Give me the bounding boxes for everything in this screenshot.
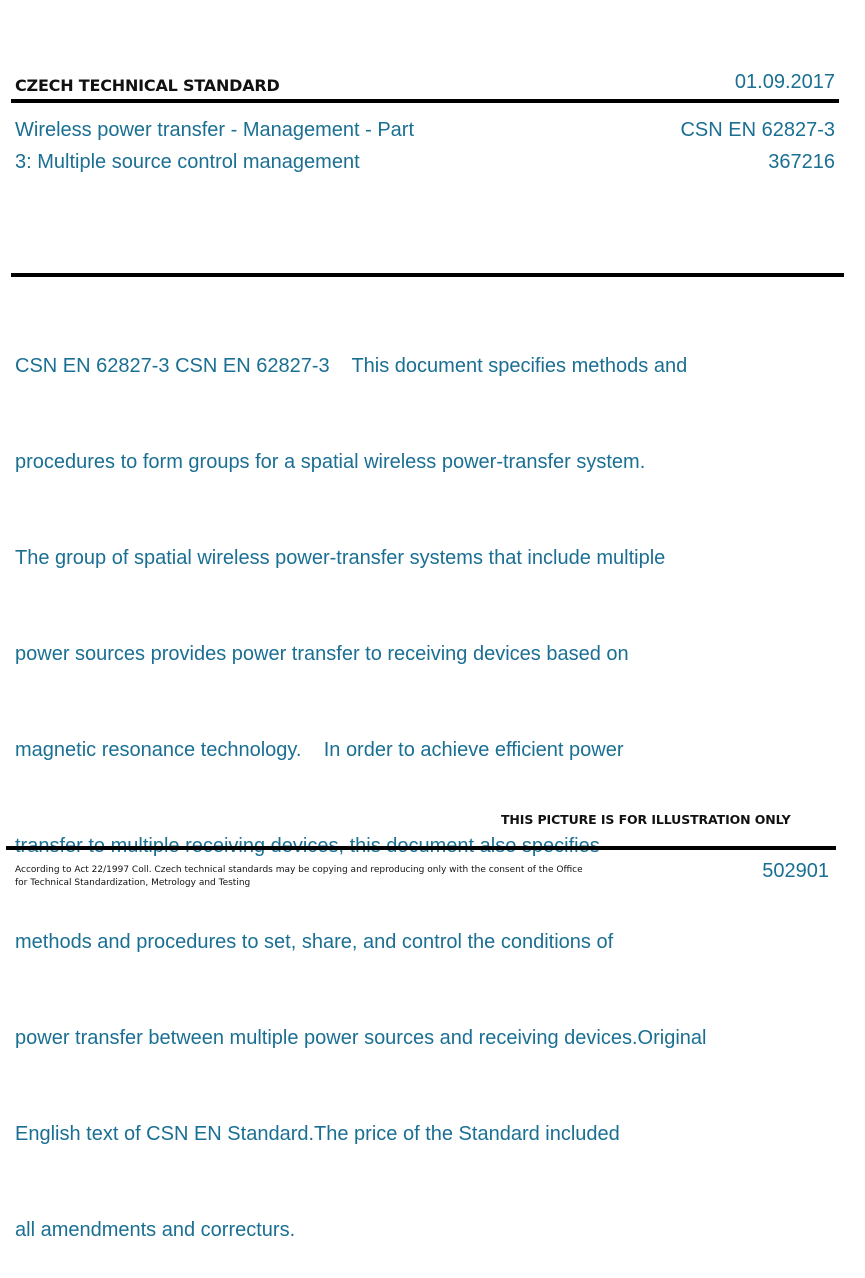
abstract-line: magnetic resonance technology. In order to achieve efficient power	[15, 739, 624, 761]
document-title	[15, 114, 485, 178]
abstract-line: methods and procedures to set, share, and control the conditions of	[15, 931, 614, 953]
abstract-line: power transfer between multiple power sources and receiving devices.Original	[15, 1027, 707, 1049]
section-divider	[11, 273, 844, 277]
header-label: CZECH TECHNICAL STANDARD	[15, 76, 280, 95]
abstract-line: CSN EN 62827-3 CSN EN 62827-3 This document specifies methods and	[15, 355, 688, 377]
publication-date: 01.09.2017	[734, 71, 835, 93]
legal-notice-line-2: for Technical Standardization, Metrology and Testing	[15, 878, 251, 888]
document-title-line-1: Wireless power transfer - Management - Part	[15, 119, 415, 141]
footer-number: 502901	[762, 860, 829, 882]
abstract-line: all amendments and correcturs.	[15, 1219, 296, 1241]
header-divider	[11, 99, 839, 103]
abstract-line: power sources provides power transfer to receiving devices based on	[15, 643, 629, 665]
standard-identifiers	[680, 114, 835, 178]
document-title-line-2: 3: Multiple source control management	[15, 151, 360, 173]
abstract-line: English text of CSN EN Standard.The price of the Standard included	[15, 1123, 620, 1145]
catalog-number: 367216	[768, 151, 835, 173]
illustration-note: THIS PICTURE IS FOR ILLUSTRATION ONLY	[501, 812, 791, 827]
abstract-text	[15, 286, 835, 1278]
legal-notice	[15, 864, 595, 890]
abstract-line: The group of spatial wireless power-transfer systems that include multiple	[15, 547, 666, 569]
abstract-line: procedures to form groups for a spatial wireless power-transfer system.	[15, 451, 646, 473]
legal-notice-line-1: According to Act 22/1997 Coll. Czech technical standards may be copying and reproducing only with the consent of the Office	[15, 865, 583, 875]
standard-code: CSN EN 62827-3	[680, 119, 835, 141]
footer-divider	[6, 846, 836, 850]
